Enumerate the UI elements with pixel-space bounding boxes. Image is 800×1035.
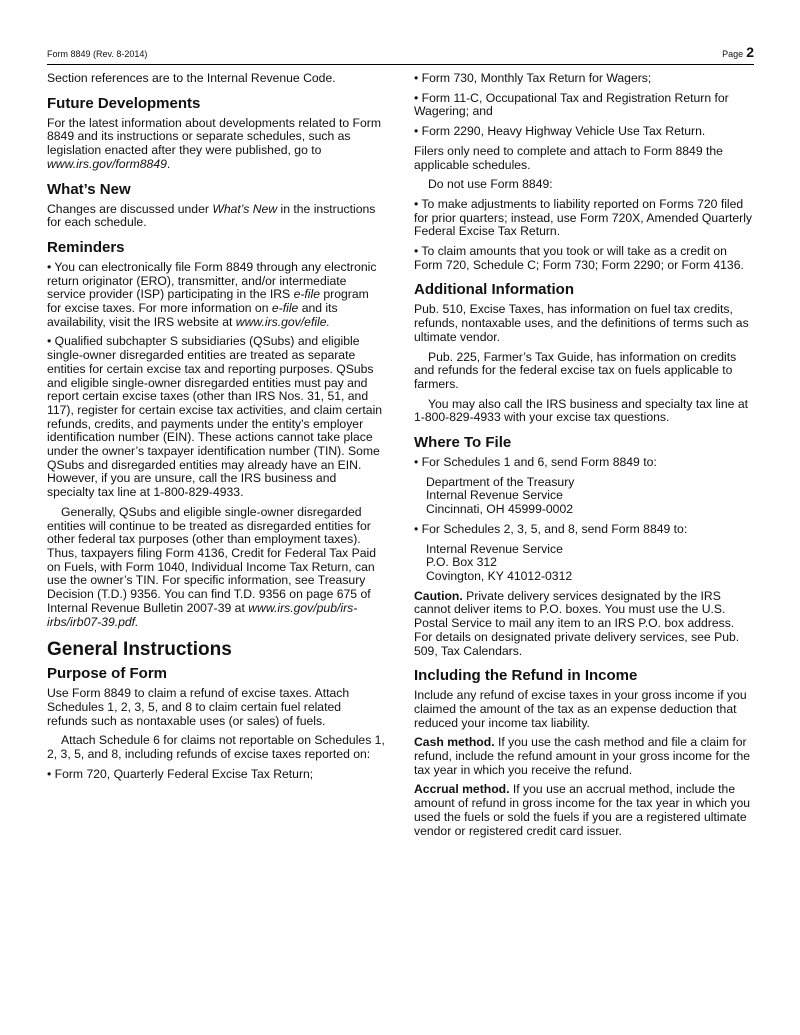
refund-income-text: Include any refund of excise taxes in your gross income if you claimed the amount of the tax as an expense deduction that reduced your income tax liability. [414,688,747,730]
where-to-file-heading: Where To File [414,434,512,452]
where-bullet-1: • For Schedules 1 and 6, send Form 8849 to: [414,455,657,470]
page-header [47,44,754,65]
filers-text: Filers only need to complete and attach to Form 8849 the applicable schedules. [414,143,723,172]
bullet-form2290: • Form 2290, Heavy Highway Vehicle Use Tax Return. [414,124,706,139]
right-column [414,72,754,844]
reminders-heading: Reminders [47,238,125,256]
purpose-text-2: Attach Schedule 6 for claims not reportable on Schedules 1, 2, 3, 5, and 8, including refunds of excise taxes reported on: [47,733,385,762]
cash-method-text: Cash method. If you use the cash method and file a claim for refund, include the refund amount in your gross income for the tax year in which you receive the refund. [414,735,751,777]
page-indicator [722,44,754,60]
additional-info-p2: Pub. 225, Farmer’s Tax Guide, has information on credits and refunds for the federal excise tax on fuels applicable to farmers. [414,349,737,391]
purpose-bullet-form720: • Form 720, Quarterly Federal Excise Tax Return; [47,766,314,781]
bullet-form11c: • Form 11-C, Occupational Tax and Registration Return for Wagering; and [414,90,729,119]
page-number: 2 [746,44,754,60]
future-url-link[interactable]: www.irs.gov/form8849 [47,156,167,171]
reminder-qsubs: • Qualified subchapter S subsidiaries (QSubs) and eligible single-owner disregarded entities are treated as separate entities for certain excise tax and reporting purposes. QSubs and eligible single-owner disregarded entities must pay and report certain excise taxes (other than IRS Nos. 31, 51, and 117), register for certain excise tax activities, and claim certain refunds, credits, and payments under the entity’s employer identification number (EIN). These actions cannot take place under the owner’s taxpayer identification number (TIN). Some QSubs and disregarded entities may already have an EIN. However, if you are unsure, call the IRS business and specialty tax line at 1-800-829-4933. [47,334,383,500]
purpose-heading: Purpose of Form [47,665,168,683]
where-bullet-2: • For Schedules 2, 3, 5, and 8, send Form 8849 to: [414,521,688,536]
address-covington: Internal Revenue Service P.O. Box 312 Covington, KY 41012-0312 [426,541,573,583]
address-cincinnati: Department of the Treasury Internal Revenue Service Cincinnati, OH 45999-0002 [426,474,575,517]
caution-text: Caution. Private delivery services designated by the IRS cannot deliver items to P.O. boxes. You must use the U.S. Postal Service to mail any item to an IRS P.O. box address. For details on designated private delivery services, see Pub. 509, Tax Calendars. [414,588,740,658]
intro-text: Section references are to the Internal Revenue Code. [47,71,336,85]
purpose-text-1: Use Form 8849 to claim a refund of excise taxes. Attach Schedules 1, 2, 3, 5, and 8 to claim certain fuel related refunds such as nontaxable uses (or sales) of fuels. [47,686,350,728]
additional-info-p1: Pub. 510, Excise Taxes, has information on fuel tax credits, refunds, nontaxable uses, and the definitions of terms such as ultimate vendor. [414,302,749,344]
reminder-efile: • You can electronically file Form 8849 through any electronic return originator (ERO), transmitter, and/or intermediate service provider (ISP) participating in the IRS e-file program for excise taxes. For more information on e-file and its availability, visit the IRS website at www.irs.gov/efile. [47,259,377,329]
refund-income-heading: Including the Refund in Income [414,667,638,685]
do-not-bullet-2: • To claim amounts that you took or will take as a credit on Form 720, Schedule C; Form 730; Form 2290; or Form 4136. [414,244,744,272]
whats-new-heading: What’s New [47,180,131,198]
irb-url-link[interactable]: www.irs.gov/pub/irs-irbs/irb07-39.pdf. [47,600,358,629]
general-instructions-heading: General Instructions [47,639,232,661]
whats-new-text: Changes are discussed under What’s New in the instructions for each schedule. [47,201,376,230]
future-developments-text: For the latest information about developments related to Form 8849 and its instructions or separate schedules, such as legislation enacted after they were published, go to www.irs.gov/form8849. [47,115,381,171]
additional-info-p3: You may also call the IRS business and specialty tax line at 1-800-829-4933 with your excise tax questions. [414,396,748,425]
left-column [47,72,385,787]
do-not-bullet-1: • To make adjustments to liability reported on Forms 720 filed for prior quarters; instead, use Form 720X, Amended Quarterly Federal Excise Tax Return. [414,196,753,239]
bullet-form730: • Form 730, Monthly Tax Return for Wagers; [414,71,652,85]
do-not-use-text: Do not use Form 8849: [428,177,553,192]
reminder-qsubs-general: Generally, QSubs and eligible single-owner disregarded entities will continue to be treated as disregarded entities for other federal tax purposes (other than employment taxes). Thus, taxpayers filing Form 4136, Credit for Federal Tax Paid on Fuels, with Form 1040, Individual Income Tax Return, can use the owner’s TIN. For specific information, see Treasury Decision (T.D.) 9356. You can find T.D. 9356 on page 675 of Internal Revenue Bulletin 2007-39 at www.irs.gov/pub/irs-irbs/irb07-39.pdf. [47,504,376,629]
future-developments-heading: Future Developments [47,94,201,112]
efile-url-link[interactable]: www.irs.gov/efile. [235,314,330,329]
accrual-method-text: Accrual method. If you use an accrual method, include the amount of refund in gross income for the tax year in which you used the fuels or sold the fuels if you are a registered ultimate vendor or registered credit card issuer. [414,782,751,838]
additional-info-heading: Additional Information [414,281,574,299]
page-label: Page [722,49,744,59]
form-id: Form 8849 (Rev. 8-2014) [47,49,148,59]
